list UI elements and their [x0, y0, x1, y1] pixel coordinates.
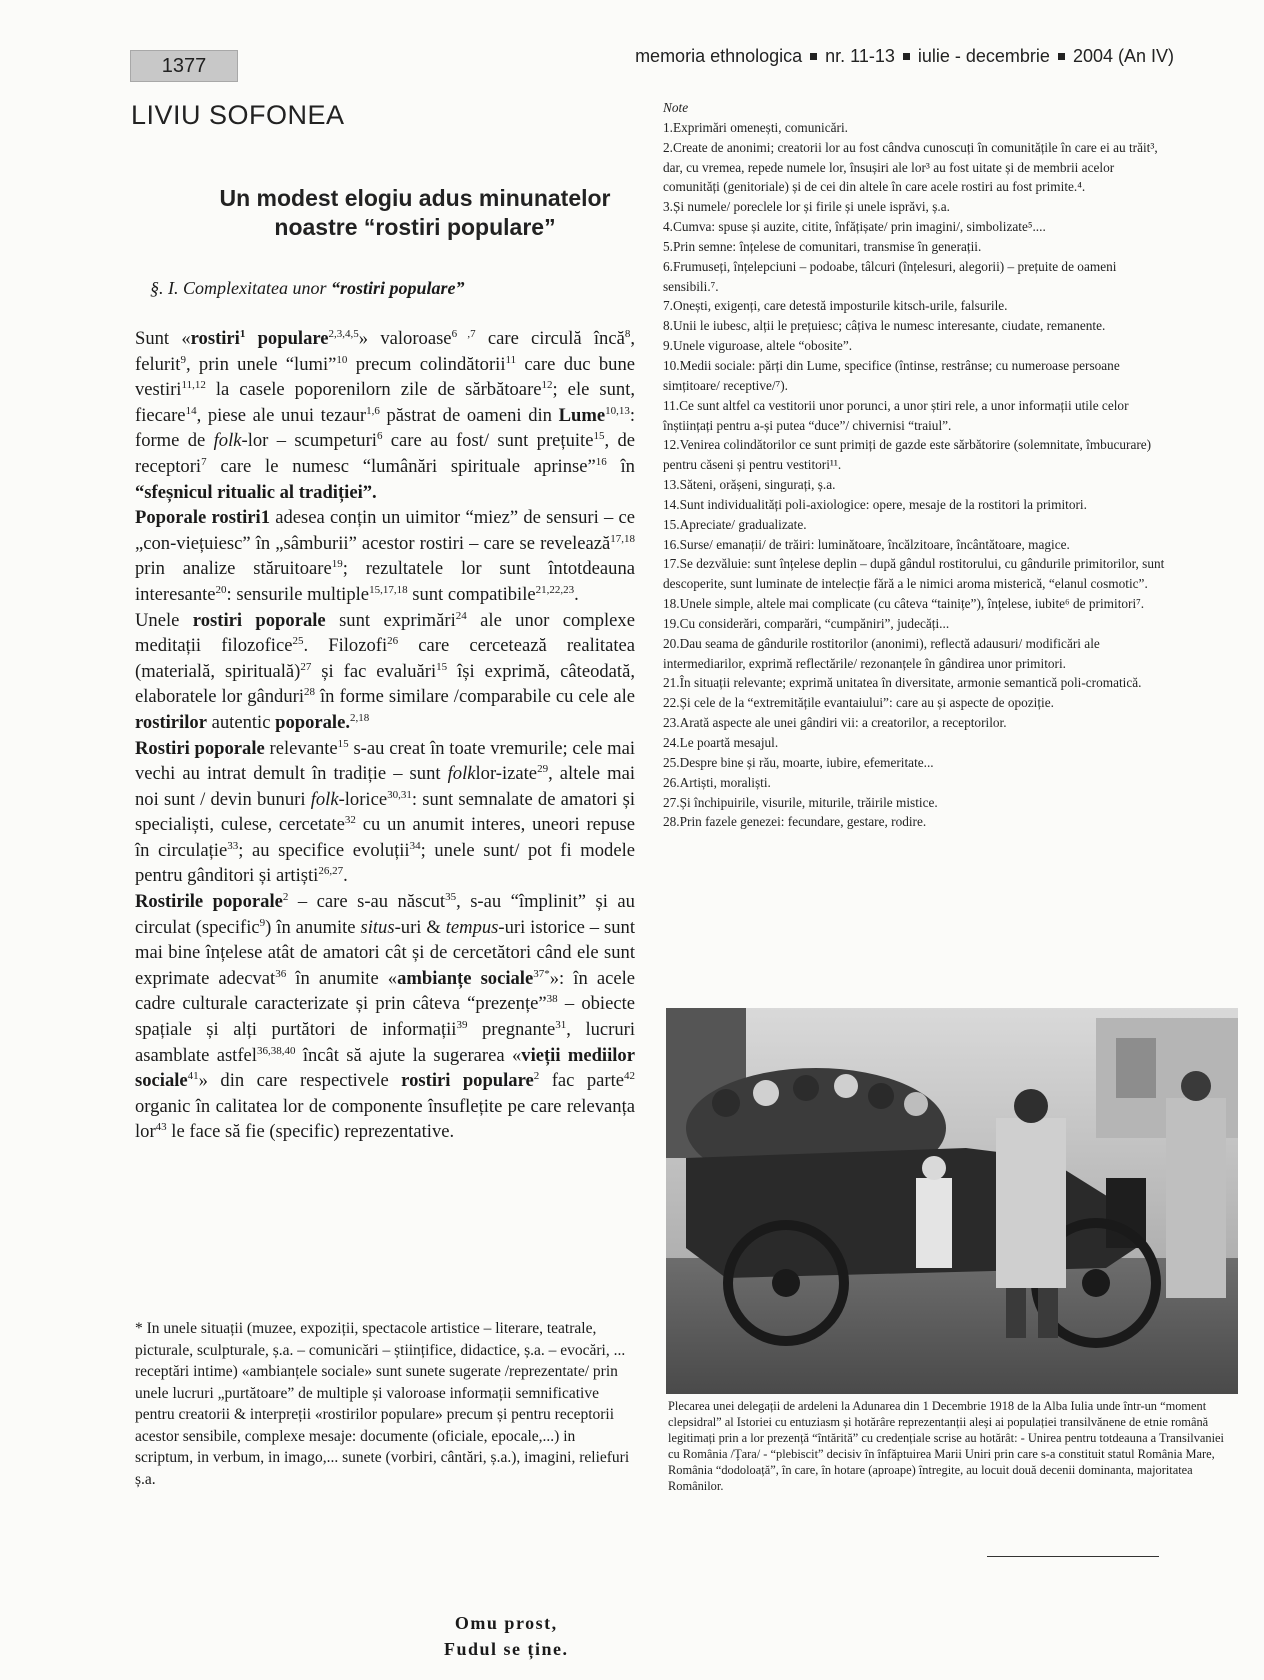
note-item: 27.Și închipuirile, visurile, miturile, trăirile mistice. — [663, 794, 938, 810]
note-item: 22.Și cele de la “extremitățile evantaiului”: care au și aspecte de opoziție. — [663, 695, 1054, 711]
note-item: 8.Unii le iubesc, alții le prețuiesc; câțiva le numesc interesante, ciudate, remanente. — [663, 318, 1106, 334]
note-item: 21.În situații relevante; exprimă unitatea în diversitate, armonie semantică poli-cromatică. — [663, 675, 1142, 691]
note-item: 15.Apreciate/ gradualizate. — [663, 516, 807, 532]
note-item: 20.Dau seama de gândurile rostitorilor (anonimi), reflectă adausuri/ modificări ale intermediarilor, exprimă reflectările/ rezonanțele în gândirea unor primitori. — [663, 635, 1100, 671]
note-item: 23.Arată aspecte ale unei gândiri vii: a creatorilor, a receptorilor. — [663, 715, 1007, 731]
journal-name: memoria ethnologica — [635, 46, 803, 66]
note-item: 10.Medii sociale: părți din Lume, specifice (întinse, restrânse; cu numeroase persoane simțitoare/ receptive/⁷). — [663, 357, 1120, 393]
journal-issue: nr. 11-13 — [825, 46, 895, 66]
note-item: 25.Despre bine și rău, moarte, iubire, efemeritate... — [663, 754, 934, 770]
author-name: LIVIU SOFONEA — [131, 100, 345, 130]
title-line: noastre “rostiri populare” — [274, 214, 556, 240]
epigram — [444, 1610, 569, 1662]
notes-list — [663, 98, 1171, 832]
note-item: 16.Surse/ emanații/ de trăiri: luminătoare, încălzitoare, încântătoare, magice. — [663, 536, 1070, 552]
note-item: 2.Create de anonimi; creatorii lor au fost cândva cunoscuți în comunitățile în care ei au trăit³, dar, cu vremea, repede numele lor, însușiri ale lor³ au fost uitate și de membrii acelor comunități (genitoriale) și de cei din altele în care acele rostiri au fost primite.⁴. — [663, 139, 1158, 195]
footnote-text: * In unele situații (muzee, expoziții, spectacole artistice – literare, teatrale, picturale, sculpturale, ș.a. – comunicări – științifice, didactice, ș.a. – evocări, ... receptări intime) «ambianțele sociale» sunt sunete sugerate /reprezentate/ prin unele lucruri „purtătoare” de multiple și valoroase informații semnificative pentru creatorii & interpreții «rostirilor populare» precum și pentru receptorii acestor sensibile, complexe mesaje: documente (oficiale, epocale,...) in scriptum, in verbum, in imago,... sunete (vorbiri, cântări, ș.a.), imagini, reliefuri ș.a. — [135, 1320, 630, 1488]
body-paragraph: Unele rostiri poporale sunt exprimări$^{24}$ ale unor complexe meditații filozofice$^{25}$. Filozofi$^{26}$ care cercetează realitatea (materială, spirituală)$^{27}$ și fac evaluări$^{15}$ își exprimă, câteodată, elaboratele lor gânduri$^{28}$ în forme similare /comparabile cu cele ale rostirilor autentic poporale.$^{2,18}$ — [135, 609, 635, 733]
note-item: 28.Prin fazele genezei: fecundare, gestare, rodire. — [663, 814, 927, 830]
note-item: 17.Se dezvăluie: sunt înțelese deplin – după gândul rostitorului, cu gândurile primitorilor, sunt descoperite, sunt luminate de intelecție fără a le nimici aroma misterică, “elanul cosmotic”. — [663, 556, 1165, 592]
note-item: 1.Exprimări omenești, comunicări. — [663, 119, 848, 135]
section-heading — [150, 278, 465, 299]
note-item: 14.Sunt individualități poli-axiologice: opere, mesaje de la rostitori la primitori. — [663, 496, 1087, 512]
note-item: 26.Artiști, moraliști. — [663, 774, 771, 790]
note-item: 12.Venirea colindătorilor ce sunt primiți de gazde este sărbătorire (solemnitate, îmbucurare) pentru căseni și pentru vestitori¹¹. — [663, 437, 1152, 473]
body-paragraph: Poporale rostiri1 adesea conțin un uimitor “miez” de sensuri – ce „con-viețuiesc” în „sâmburii” acestor rostiri – care se revelează$^{17,18}$ prin analize stăruitoare$^{19}$; rezultatele lor sunt întotdeauna interesante$^{20}$: sensurile multiple$^{15,17,18}$ sunt compatibile$^{21,22,23}$. — [135, 507, 635, 605]
note-item: 9.Unele viguroase, altele “obosite”. — [663, 338, 853, 354]
note-item: 6.Frumuseți, înțelepciuni – podoabe, tâlcuri (înțelesuri, alegorii) – prețuite de oameni sensibili.⁷. — [663, 258, 1117, 294]
section-prefix: §. I. Complexitatea unor — [150, 278, 331, 298]
divider-rule — [987, 1556, 1159, 1557]
square-bullet-icon — [903, 53, 910, 60]
square-bullet-icon — [810, 53, 817, 60]
photo-caption: Plecarea unei delegații de ardeleni la Adunarea din 1 Decembrie 1918 de la Alba Iulia unde într-un “moment clepsidral” al Istoriei cu entuziasm și hotărâre reprezentanții aleși ai populației transilvănene de etnie română legitimați prin a lor prezență “întărită” cu credențiale scrise au hotărât: - Unirea pentru totdeauna a Transilvaniei cu România /Țara/ - “plebiscit” decisiv în înfăptuirea Marii Uniri prin care s-a constituit statul România Mare, România “dodoloață”, în care, în hotare (aproape) întregite, au locuit două decenii dominanta, majoritatea Românilor. — [668, 1399, 1224, 1493]
note-item: 13.Săteni, orășeni, singurați, ș.a. — [663, 477, 836, 493]
note-item: 4.Cumva: spuse și auzite, citite, înfățișate/ prin imagini/, simbolizate⁵.... — [663, 219, 1046, 235]
note-item: 5.Prin semne: înțelese de comunitari, transmise în generații. — [663, 238, 982, 254]
note-item: 7.Onești, exigenți, care detestă imposturile kitsch-urile, falsurile. — [663, 298, 1008, 314]
journal-year: 2004 (An IV) — [1072, 46, 1174, 66]
note-item: 24.Le poartă mesajul. — [663, 735, 779, 750]
page-number: 1377 — [130, 50, 238, 82]
article-title — [180, 184, 650, 242]
photo-image — [666, 1008, 1238, 1394]
journal-period: iulie - decembrie — [917, 46, 1050, 66]
epigram-line: Omu prost, — [454, 1613, 558, 1633]
historical-photo — [666, 1008, 1238, 1394]
note-item: 3.Și numele/ poreclele lor și firile și unele isprăvi, ș.a. — [663, 199, 950, 215]
journal-header — [635, 46, 1174, 67]
article-body — [135, 326, 635, 1145]
notes-heading: Note — [663, 100, 689, 115]
section-bold: “rostiri populare” — [330, 278, 465, 298]
square-bullet-icon — [1058, 53, 1065, 60]
body-paragraph: Sunt «rostiri$^1$ populare$^{2,3,4,5}$» valoroase$^{6 ,7}$ care circulă încă$^8$, felurit$^9$, prin unele “lumi”$^{10}$ precum colindătorii$^{11}$ care duc bune vestiri$^{11,12}$ la casele poporenilorn zile de sărbătoare$^{12}$; ele sunt, fiecare$^{14}$, piese ale unui tezaur$^{1,6}$ păstrat de oameni din Lume$^{10,13}$: forme de folk-lor – scumpeturi$^6$ care au fost/ sunt prețuite$^{15}$, de receptori$^7$ care le numesc “lumânări spirituale aprinse”$^{16}$ în “sfeșnicul ritualic al tradiției”. — [135, 327, 636, 503]
body-paragraph: Rostiri poporale relevante$^{15}$ s-au creat în toate vremurile; cele mai vechi au intrat demult în tradiție – sunt folklor-izate$^{29}$, altele mai noi sunt / devin bunuri folk-lorice$^{30,31}$: sunt semnalate de amatori și specialiști, culese, cercetate$^{32}$ cu un anumit interes, uneori repuse în circulație$^{33}$; au specifice evoluții$^{34}$; unele sunt/ pot fi modele pentru gânditori și artiști$^{26,27}$. — [135, 737, 636, 887]
footnote — [135, 1318, 635, 1490]
title-line: Un modest elogiu adus minunatelor — [219, 185, 611, 211]
note-item: 11.Ce sunt altfel ca vestitorii unor porunci, a unor știri rele, a unor informații utile celor înștiințați pentru a-și putea “duce”/ chivernisi “traiul”. — [663, 397, 1129, 433]
note-item: 19.Cu considerări, comparări, “cumpăniri”, judecăți... — [663, 615, 950, 631]
body-paragraph: Rostirile poporale$^2$ – care s-au născut$^{35}$, s-au “împlinit” și au circulat (specific$^9$) în anumite situs-uri & tempus-uri istorice – sunt mai bine înțelese atât de amatori cât și de cercetători când ele sunt exprimate adecvat$^{36}$ în anumite «ambianțe sociale$^{37*}$»: în acele cadre culturale caracterizate și prin câteva “prezențe”$^{38}$ – obiecte spațiale și alți purtători de informații$^{39}$ pregnante$^{31}$, lucruri asamblate astfel$^{36,38,40}$ încât să ajute la sugerarea «vieții mediilor sociale$^{41}$» din care respectivele rostiri populare$^2$ fac parte$^{42}$ organic în calitatea lor de componente însuflețite pe care relevanța lor$^{43}$ le face să fie (specific) reprezentative. — [135, 890, 636, 1143]
note-item: 18.Unele simple, altele mai complicate (cu câteva “tainițe”), înțelese, iubite⁶ de primitori⁷. — [663, 596, 1145, 612]
epigram-line: Fudul se ține. — [444, 1639, 569, 1659]
